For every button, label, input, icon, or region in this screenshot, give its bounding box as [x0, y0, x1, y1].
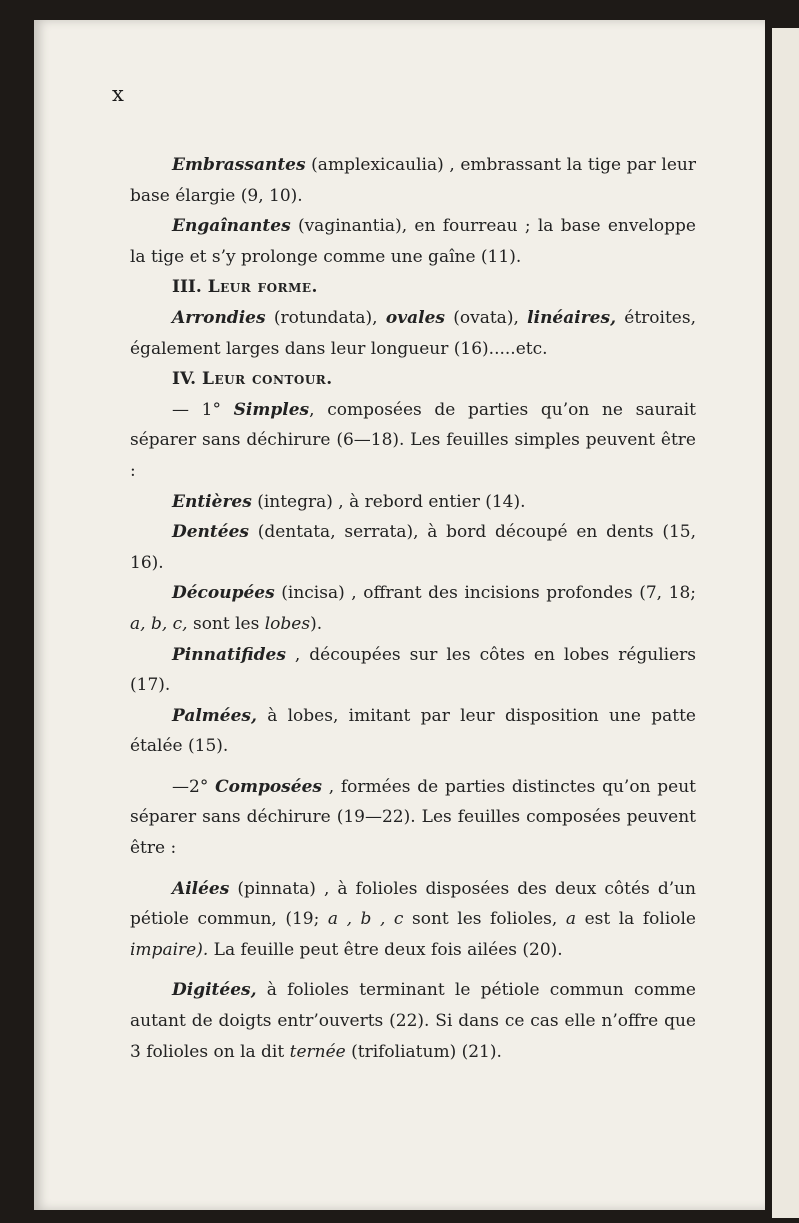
- paragraph-engainantes: Engaînantes (vaginantia), en fourreau ; la base enveloppe la tige et s’y prolonge comme une gaîne (11).: [130, 216, 696, 267]
- paragraph-palmees: Palmées, à lobes, imitant par leur disposition une patte étalée (15).: [130, 705, 696, 757]
- paragraph-forme: Arrondies (rotundata), ovales (ovata), linéaires, étroites, également larges dans leur longueur (16).....etc.: [130, 307, 696, 359]
- paragraph-entieres: Entières (integra) , à rebord entier (14).: [172, 491, 526, 512]
- page-text: [130, 150, 696, 1067]
- paragraph-digitees: Digitées, à folioles terminant le pétiole commun comme autant de doigts entr’ouverts (22). Si dans ce cas elle n’offre que 3 folioles on la dit ternée (trifoliatum) (21).: [130, 980, 696, 1062]
- paragraph-dentees: Dentées (dentata, serrata), à bord découpé en dents (15, 16).: [130, 522, 696, 573]
- paragraph-simples: — 1° Simples, composées de parties qu’on ne saurait séparer sans déchirure (6—18). Les feuilles simples peuvent être :: [130, 399, 697, 481]
- paragraph-composees: —2° Composées , formées de parties distinctes qu’on peut séparer sans déchirure (19—22). Les feuilles composées peuvent être :: [130, 776, 696, 859]
- paragraph-embrassantes: Embrassantes (amplexicaulia) , embrassant la tige par leur base élargie (9, 10).: [130, 155, 696, 206]
- paragraph-ailees: Ailées (pinnata) , à folioles disposées des deux côtés d’un pétiole commun, (19; a , b , c sont les folioles, a est la foliole impaire). La feuille peut être deux fois ailées (20).: [130, 878, 696, 960]
- section-heading-contour: IV. Leur contour.: [172, 369, 333, 390]
- page-number: x: [112, 82, 125, 106]
- next-page-edge: [772, 28, 799, 1218]
- section-heading-forme: III. Leur forme.: [172, 277, 318, 298]
- paragraph-pinnatifides: Pinnatifides , découpées sur les côtes en lobes réguliers (17).: [130, 644, 696, 696]
- paragraph-decoupees: Découpées (incisa) , offrant des incisions profondes (7, 18; a, b, c, sont les lobes).: [130, 583, 696, 634]
